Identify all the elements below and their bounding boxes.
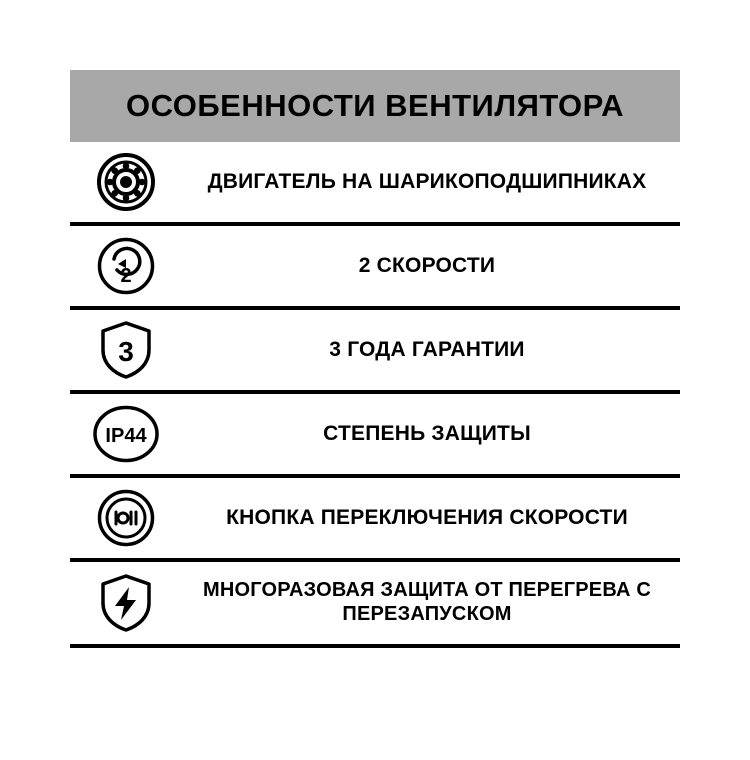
icon-cell: [70, 153, 182, 211]
icon-cell: [70, 320, 182, 380]
list-item: [70, 226, 680, 310]
list-item-label: КНОПКА ПЕРЕКЛЮЧЕНИЯ СКОРОСТИ: [226, 505, 628, 529]
list-item-label: МНОГОРАЗОВАЯ ЗАЩИТА ОТ ПЕРЕГРЕВА С ПЕРЕЗАПУСКОМ: [202, 579, 652, 625]
feature-panel: [70, 70, 680, 648]
list-item: [70, 394, 680, 478]
svg-text:3: 3: [118, 336, 134, 367]
page-title: ОСОБЕННОСТИ ВЕНТИЛЯТОРА: [126, 87, 624, 123]
list-item: [70, 562, 680, 648]
shield-bolt-icon: [98, 573, 154, 633]
list-item-label: СТЕПЕНЬ ЗАЩИТЫ: [323, 421, 531, 445]
list-item-label: 2 СКОРОСТИ: [358, 253, 496, 277]
ball-bearing-icon: [97, 153, 155, 211]
icon-cell: [70, 573, 182, 633]
svg-text:2: 2: [120, 265, 132, 287]
list-item: [70, 142, 680, 226]
speed-switch-button-icon: [97, 489, 155, 547]
list-item: [70, 310, 680, 394]
speed-gauge-2-icon: [97, 237, 155, 295]
shield-3-icon: [98, 320, 154, 380]
list-item-label: ДВИГАТЕЛЬ НА ШАРИКОПОДШИПНИКАХ: [207, 169, 647, 193]
icon-cell: [70, 405, 182, 463]
header-bar: [70, 70, 680, 142]
icon-cell: [70, 237, 182, 295]
ip44-icon: [93, 405, 159, 463]
icon-cell: [70, 489, 182, 547]
feature-list: [70, 142, 680, 648]
list-item: [70, 478, 680, 562]
ip44-icon-text: IP44: [105, 425, 147, 447]
list-item-label: 3 ГОДА ГАРАНТИИ: [329, 337, 525, 361]
